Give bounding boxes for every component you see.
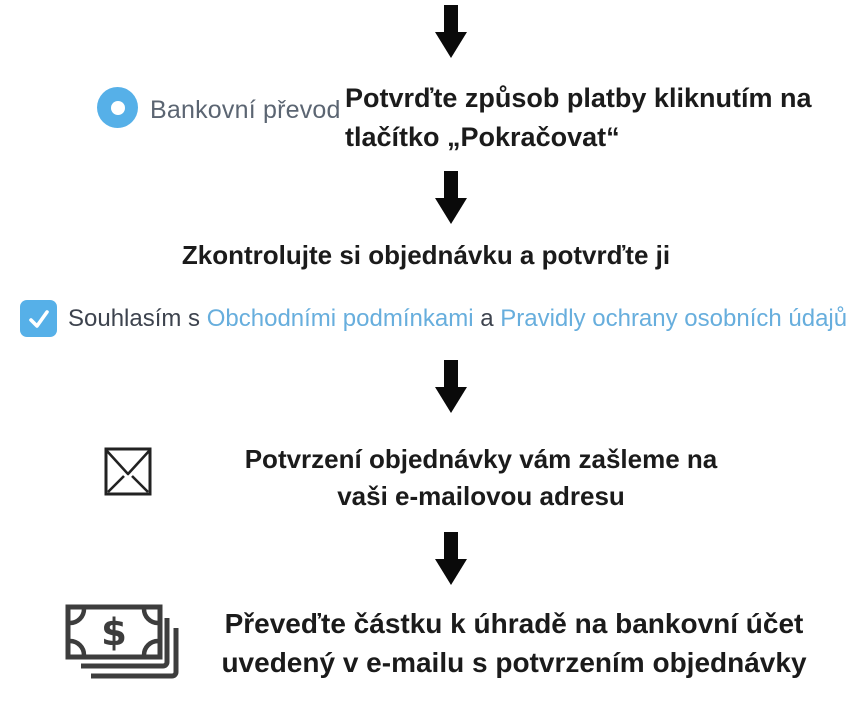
review-heading: Zkontrolujte si objednávku a potvrďte ji [181,240,671,270]
consent-text [68,305,847,333]
consent-prefix: Souhlasím s [68,305,207,332]
radio-bank-transfer[interactable] [97,87,138,128]
svg-text:$: $ [101,611,127,654]
bank-transfer-line1: Převeďte částku k úhradě na bankovní účet [224,608,804,639]
email-confirmation-line1: Potvrzení objednávky vám zašleme na [244,444,718,474]
down-arrow-icon [434,171,468,225]
consent-checkbox[interactable] [20,300,57,337]
envelope-icon [104,444,152,503]
consent-conjunction: a [473,305,501,332]
bank-transfer-text [178,604,850,682]
down-arrow-icon [434,360,468,414]
down-arrow-icon [434,532,468,586]
checkmark-icon [26,306,52,332]
email-confirmation-text [186,441,776,515]
radio-bank-transfer-label[interactable]: Bankovní převod [150,96,341,124]
bank-transfer-line2: uvedený v e-mailu s potvrzením objednávky [221,647,807,678]
payment-instruction [345,79,852,157]
privacy-link[interactable]: Pravidly ochrany osobních údajů [500,305,848,332]
payment-instruction-line1: Potvrďte způsob platby kliknutím na [345,83,812,113]
payment-instruction-line2: tlačítko „Pokračovat“ [345,122,620,152]
down-arrow-icon [434,5,468,59]
radio-dot [111,101,125,115]
terms-link[interactable]: Obchodními podmínkami [206,305,474,332]
email-confirmation-line2: vaši e-mailovou adresu [337,481,625,511]
banknote-icon [60,602,180,693]
